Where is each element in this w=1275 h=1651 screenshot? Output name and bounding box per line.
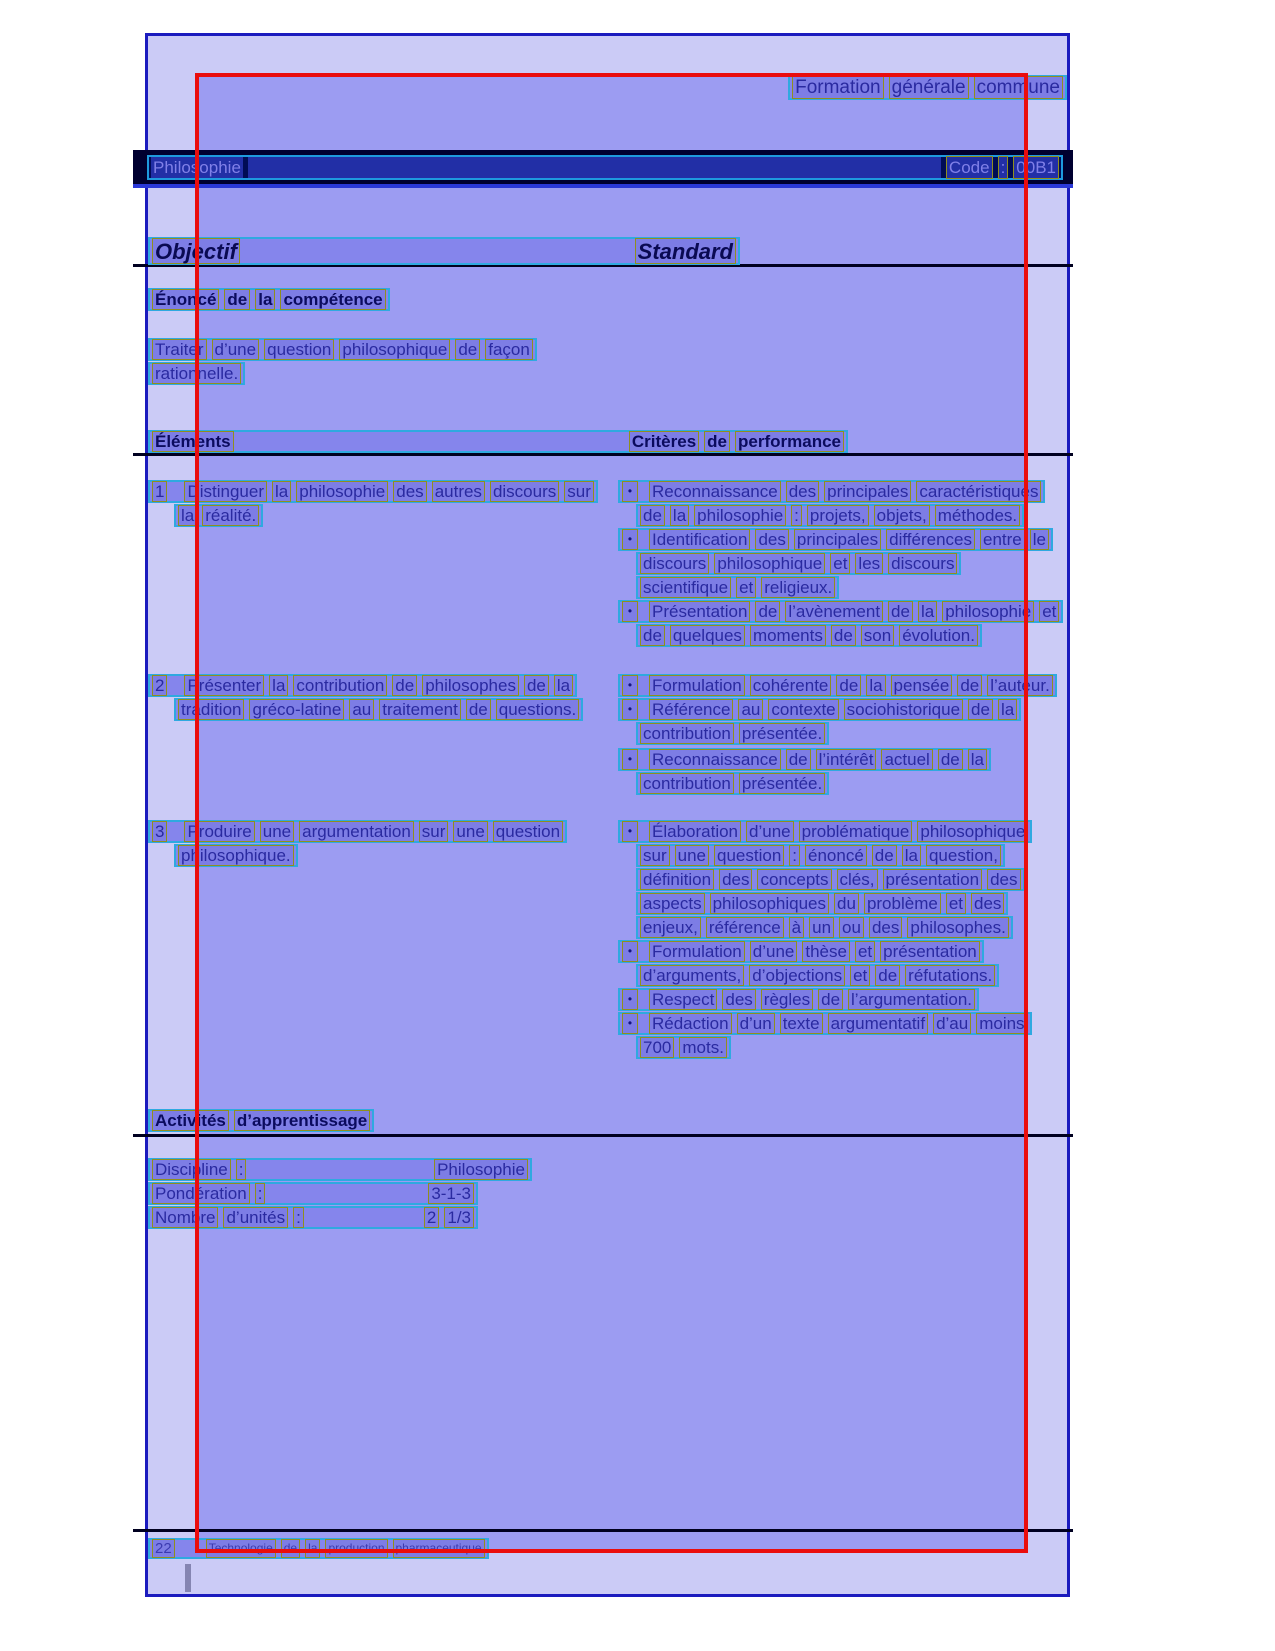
element-2-line-1 (148, 674, 577, 697)
ocr-word: présentée. (739, 773, 825, 794)
ocr-word: au (738, 699, 763, 720)
bullet-marker: • (622, 1013, 638, 1034)
ocr-word: une (675, 845, 709, 866)
ocr-word: Philosophie (434, 1159, 528, 1180)
ocr-word: principales (824, 481, 911, 502)
ocr-word: énoncé (805, 845, 867, 866)
ocr-word: l’avènement (785, 601, 883, 622)
ocr-word: d’au (933, 1013, 971, 1034)
ocr-word: de (281, 1539, 300, 1558)
ocr-word: l’auteur. (987, 675, 1053, 696)
ocr-word: une (260, 821, 294, 842)
ocr-word: aspects (640, 893, 705, 914)
ocr-word: la (902, 845, 921, 866)
ocr-word: contribution (293, 675, 387, 696)
ocr-word: de (524, 675, 549, 696)
ocr-word: projets, (807, 505, 869, 526)
bullet-marker: • (622, 675, 638, 696)
ocr-word: texte (780, 1013, 823, 1034)
objectif-standard-row (148, 237, 740, 265)
bullet-marker: • (622, 749, 638, 770)
crit-3-2 (636, 844, 1005, 867)
ocr-word: d’unités (223, 1207, 288, 1228)
element-3-line-2 (174, 844, 298, 867)
ocr-word: commune (974, 76, 1063, 99)
ocr-word: l’argumentation. (848, 989, 975, 1010)
ocr-word: et (946, 893, 966, 914)
ocr-word: des (719, 869, 752, 890)
ocr-word: Présenter (184, 675, 264, 696)
ocr-word: et (850, 965, 870, 986)
ocr-word: du (834, 893, 859, 914)
ocr-word: discours (640, 553, 709, 574)
ocr-word: : (998, 156, 1009, 179)
ocr-word: : (791, 505, 802, 526)
ocr-word: Critères (629, 431, 699, 452)
line-spacer (251, 1160, 429, 1179)
ocr-word: gréco-latine (249, 699, 344, 720)
table-row-ponderation (148, 1182, 478, 1205)
ocr-word: la (269, 675, 288, 696)
ocr-word: la (670, 505, 689, 526)
ocr-word: la (998, 699, 1017, 720)
ocr-word: scientifique (640, 577, 731, 598)
enonce-text-1 (148, 338, 537, 361)
ocr-word: cohérente (750, 675, 832, 696)
crit-3-9 (618, 1012, 1032, 1035)
footer-line (148, 1538, 489, 1559)
ocr-word: pharmaceutique (393, 1539, 485, 1558)
crit-3-5 (636, 916, 1013, 939)
ocr-word: performance (735, 431, 844, 452)
ocr-word: problématique (799, 821, 913, 842)
line-spacer (239, 432, 624, 451)
ocr-word: contexte (768, 699, 838, 720)
ocr-word: thèse (802, 941, 850, 962)
ocr-word: Identification (649, 529, 750, 550)
ocr-word: question, (926, 845, 1001, 866)
ocr-word: la (178, 505, 197, 526)
ocr-word: de (818, 989, 843, 1010)
column-headers-row (148, 430, 848, 453)
ocr-word: de (704, 431, 730, 452)
ocr-word: question (264, 339, 334, 360)
ocr-word: des (393, 481, 426, 502)
ocr-word: 1/3 (444, 1207, 474, 1228)
ocr-word: de (888, 601, 913, 622)
ocr-word: philosophes (422, 675, 519, 696)
ocr-word: de (968, 699, 993, 720)
ocr-word: un (809, 917, 834, 938)
crit-1-6 (618, 600, 1063, 623)
ocr-word: Rédaction (649, 1013, 732, 1034)
ocr-word: Traiter (152, 339, 207, 360)
ocr-word: d’une (212, 339, 260, 360)
ocr-word: 3-1-3 (428, 1183, 474, 1204)
ocr-word: Éléments (152, 431, 234, 452)
ocr-word: évolution. (899, 625, 978, 646)
ocr-word: au (349, 699, 374, 720)
crit-3-10 (636, 1036, 731, 1059)
ocr-word: présentée. (739, 723, 825, 744)
crit-3-4 (636, 892, 1008, 915)
ocr-word: philosophie (942, 601, 1034, 622)
ocr-word: de (640, 505, 665, 526)
ocr-word: méthodes. (935, 505, 1020, 526)
ocr-word: quelques (670, 625, 745, 646)
ocr-word: de (875, 965, 900, 986)
ocr-word: contribution (640, 773, 734, 794)
ocr-word: les (855, 553, 883, 574)
ocr-word: la (255, 289, 275, 310)
ocr-word: Respect (649, 989, 717, 1010)
ocr-word: entre (980, 529, 1025, 550)
ocr-word: présentation (883, 869, 983, 890)
crit-1-3 (618, 528, 1053, 551)
ocr-word: Référence (649, 699, 733, 720)
ocr-word: à (789, 917, 804, 938)
ocr-word: concepts (757, 869, 831, 890)
ocr-word: : (255, 1183, 266, 1204)
ocr-word: 2 (152, 675, 167, 696)
ocr-word: 22 (152, 1539, 175, 1558)
ocr-word: philosophique (339, 339, 450, 360)
ocr-word: Discipline (152, 1159, 231, 1180)
ocr-word: façon (485, 339, 533, 360)
ocr-word: problème (864, 893, 941, 914)
element-1-line-2 (174, 504, 263, 527)
crit-1-7 (636, 624, 982, 647)
ocr-word: discours (490, 481, 559, 502)
ocr-word: philosophiques (710, 893, 829, 914)
ocr-word: d’une (750, 941, 798, 962)
crit-1-1 (618, 480, 1045, 503)
crit-2-5 (636, 772, 829, 795)
ocr-word: principales (794, 529, 881, 550)
ocr-word: réalité. (202, 505, 259, 526)
ocr-word: Philosophie (153, 158, 241, 177)
ocr-word: des (987, 869, 1020, 890)
ocr-word: Technologie (206, 1539, 276, 1558)
crit-1-4 (636, 552, 961, 575)
ocr-word: pensée (891, 675, 953, 696)
ocr-word: clés, (837, 869, 878, 890)
line-spacer (270, 1184, 423, 1203)
ocr-word: de (938, 749, 963, 770)
ocr-word: Présentation (649, 601, 750, 622)
ocr-word: Code (946, 156, 993, 179)
ocr-word: traitement (379, 699, 461, 720)
ocr-word: : (293, 1207, 304, 1228)
ocr-word: discours (888, 553, 957, 574)
bullet-marker: • (622, 989, 638, 1010)
ocr-word: de (957, 675, 982, 696)
ocr-word: de (836, 675, 861, 696)
crit-3-6 (618, 940, 984, 963)
ocr-word: philosophie (296, 481, 388, 502)
ocr-word: de (392, 675, 417, 696)
ocr-word: sur (419, 821, 449, 842)
table-row-discipline (148, 1158, 532, 1181)
bullet-marker: • (622, 821, 638, 842)
ocr-word: 1 (152, 481, 167, 502)
ocr-word: de (466, 699, 491, 720)
element-3-line-1 (148, 820, 567, 843)
ocr-word: Objectif (152, 238, 240, 264)
ocr-word: et (1039, 601, 1059, 622)
ocr-word: questions. (496, 699, 580, 720)
ocr-word: de (872, 845, 897, 866)
ocr-word: Produire (184, 821, 254, 842)
ocr-word: la (968, 749, 987, 770)
ocr-word: Élaboration (649, 821, 741, 842)
ocr-word: enjeux, (640, 917, 701, 938)
ocr-word: ou (839, 917, 864, 938)
ocr-word: de (640, 625, 665, 646)
ocr-word: philosophie (694, 505, 786, 526)
ocr-word: la (272, 481, 291, 502)
ocr-word: Pondération (152, 1183, 250, 1204)
crit-2-2 (618, 698, 1021, 721)
ocr-word: tradition (178, 699, 244, 720)
ocr-word: de (224, 289, 250, 310)
ocr-word: 00B1 (1013, 156, 1059, 179)
header-right-line (788, 75, 1067, 100)
ocr-word: sur (564, 481, 594, 502)
ocr-word: une (453, 821, 487, 842)
crit-3-3 (636, 868, 1025, 891)
ocr-word: présentation (880, 941, 980, 962)
bullet-marker: • (622, 699, 638, 720)
ocr-word: des (869, 917, 902, 938)
ocr-word: Énoncé (152, 289, 219, 310)
table-row-unites (148, 1206, 478, 1229)
line-spacer (245, 239, 630, 263)
crit-1-5 (636, 576, 839, 599)
line-spacer (248, 157, 941, 178)
ocr-word: des (722, 989, 755, 1010)
ocr-word: philosophique (917, 821, 1028, 842)
ocr-word: et (736, 577, 756, 598)
ocr-word: contribution (640, 723, 734, 744)
ocr-word: des (755, 529, 788, 550)
activites-heading (148, 1109, 374, 1132)
ocr-word: la (918, 601, 937, 622)
ocr-word: question (493, 821, 563, 842)
crit-2-1 (618, 674, 1057, 697)
ocr-word: philosophique. (178, 845, 294, 866)
ocr-word: d’arguments, (640, 965, 744, 986)
ocr-word: Formulation (649, 675, 745, 696)
line-spacer (309, 1208, 419, 1227)
ocr-word: et (855, 941, 875, 962)
ocr-word: religieux. (761, 577, 835, 598)
ocr-word: l’intérêt (816, 749, 877, 770)
ocr-word: Formation (792, 76, 884, 99)
ocr-word: de (455, 339, 480, 360)
ocr-word: la (305, 1539, 320, 1558)
element-2-line-2 (174, 698, 583, 721)
ocr-word: objets, (874, 505, 930, 526)
ocr-word: de (755, 601, 780, 622)
bullet-marker: • (622, 481, 638, 502)
ocr-word: générale (889, 76, 969, 99)
ocr-word: de (786, 749, 811, 770)
ocr-word: philosophes. (907, 917, 1008, 938)
crit-3-1 (618, 820, 1032, 843)
crit-3-7 (636, 964, 999, 987)
ocr-word: Formulation (649, 941, 745, 962)
ocr-word: sur (640, 845, 670, 866)
bullet-marker: • (622, 941, 638, 962)
ocr-word: différences (886, 529, 975, 550)
ocr-word: des (971, 893, 1004, 914)
ocr-word: production (325, 1539, 387, 1558)
ocr-word: moins (976, 1013, 1027, 1034)
ocr-word: de (831, 625, 856, 646)
title-bar-line (147, 155, 1063, 180)
bullet-marker: • (622, 601, 638, 622)
crit-2-4 (618, 748, 991, 771)
ocr-word: le (1030, 529, 1049, 550)
ocr-word: philosophique (714, 553, 825, 574)
ocr-word: rationnelle. (152, 363, 241, 384)
ocr-word: sociohistorique (844, 699, 963, 720)
ocr-word: moments (750, 625, 826, 646)
ocr-word: Distinguer (184, 481, 267, 502)
text-cursor (185, 1564, 191, 1592)
bullet-marker: • (622, 529, 638, 550)
ocr-word: argumentation (299, 821, 414, 842)
ocr-word: d’une (746, 821, 794, 842)
ocr-word: question (714, 845, 784, 866)
ocr-word: référence (706, 917, 784, 938)
ocr-word: 2 (424, 1207, 439, 1228)
crit-2-3 (636, 722, 829, 745)
ocr-word: : (789, 845, 800, 866)
ocr-word: mots. (679, 1037, 727, 1058)
ocr-word: 700 (640, 1037, 674, 1058)
ocr-word: réfutations. (905, 965, 995, 986)
ocr-word: d’un (737, 1013, 775, 1034)
ocr-word: : (236, 1159, 247, 1180)
ocr-word: Nombre (152, 1207, 218, 1228)
ocr-word: d’objections (749, 965, 845, 986)
ocr-word: et (830, 553, 850, 574)
ocr-word: Activités (152, 1110, 229, 1131)
ocr-word: des (786, 481, 819, 502)
ocr-word: compétence (280, 289, 385, 310)
crit-1-2 (636, 504, 1024, 527)
ocr-word: Reconnaissance (649, 481, 781, 502)
element-1-line-1 (148, 480, 598, 503)
ocr-word: définition (640, 869, 714, 890)
ocr-word: règles (761, 989, 813, 1010)
ocr-word: 3 (152, 821, 167, 842)
ocr-word: son (861, 625, 894, 646)
enonce-text-2 (148, 362, 245, 385)
ocr-word: caractéristiques (916, 481, 1041, 502)
ocr-word: la (554, 675, 573, 696)
enonce-heading (148, 288, 390, 311)
crit-3-8 (618, 988, 979, 1011)
ocr-word: autres (432, 481, 485, 502)
ocr-word: argumentatif (828, 1013, 929, 1034)
ocr-word: Reconnaissance (649, 749, 781, 770)
ocr-word: d’apprentissage (234, 1110, 370, 1131)
ocr-word: actuel (881, 749, 932, 770)
ocr-word: la (866, 675, 885, 696)
ocr-word: Standard (635, 238, 736, 264)
